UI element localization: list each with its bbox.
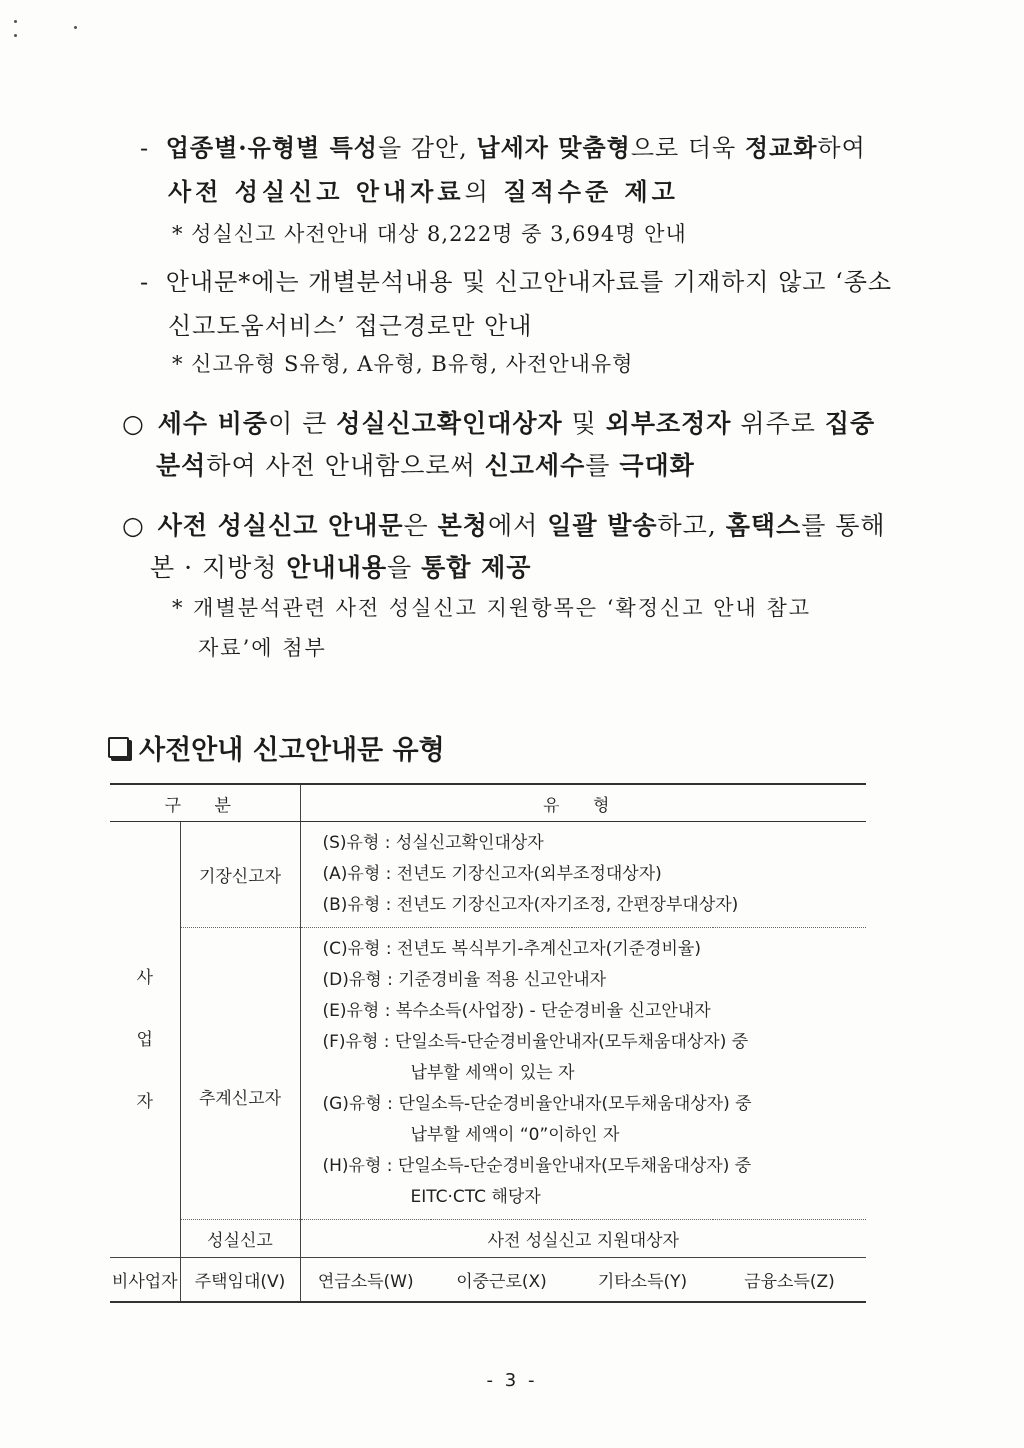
non-business-item: 기타소득(Y) [572, 1258, 713, 1302]
bookkeeping-label: 기장신고자 [180, 822, 300, 928]
header-category: 구 분 [110, 784, 300, 822]
non-business-item: 이중근로(X) [431, 1258, 572, 1302]
header-type: 유 형 [300, 784, 866, 822]
sincere-label: 성실신고 [180, 1220, 300, 1258]
non-business-item: 연금소득(W) [300, 1258, 431, 1302]
table-row-non-business [110, 1258, 866, 1302]
circle-bullet-2-line-1: ○ 사전 성실신고 안내문은 본청에서 일괄 발송하고, 홈택스를 통해 [122, 511, 886, 540]
non-business-label: 비사업자 [110, 1258, 180, 1302]
table-header-row [110, 784, 866, 822]
scan-mark [14, 34, 17, 37]
circle-bullet-2-line-2: 본 · 지방청 안내내용을 통합 제공 [150, 553, 532, 582]
dash-bullet-1-line-2: 사전 성실신고 안내자료의 질적수준 제고 [168, 177, 679, 206]
note-1: * 성실신고 사전안내 대상 8,222명 중 3,694명 안내 [172, 222, 687, 246]
dash-bullet-2-line-1: - 안내문*에는 개별분석내용 및 신고안내자료를 기재하지 않고 ‘종소 [140, 268, 893, 296]
note-3-line-1: * 개별분석관련 사전 성실신고 지원항목은 ‘확정신고 안내 참고 [172, 596, 812, 620]
table-row-estimated [110, 928, 866, 1220]
estimated-types: (C)유형 : 전년도 복식부기-추계신고자(기준경비율) (D)유형 : 기준경비율 적용 신고안내자 (E)유형 : 복수소득(사업장) - 단순경비율 신고안내자 (F)유형 : 단일소득-단순경비율안내자(모두채움대상자) 중 납부할 세액이 있는 자 (G)유형 : 단일소득-단순경비율안내자(모두채움대상자) 중 납부할 세액이 “0”이하인 자 (H)유형 : 단일소득-단순경비율안내자(모두채움대상자) 중 EITC·CTC 해당자 [300, 928, 866, 1220]
section-title: 사전안내 신고안내문 유형 [108, 728, 445, 767]
non-business-item: 주택임대(V) [180, 1258, 300, 1302]
scan-mark [74, 26, 77, 29]
bookkeeping-types: (S)유형 : 성실신고확인대상자 (A)유형 : 전년도 기장신고자(외부조정대상자) (B)유형 : 전년도 기장신고자(자기조정, 간편장부대상자) [322, 833, 739, 915]
notice-type-table [110, 783, 866, 1303]
circle-bullet-1-line-1: ○ 세수 비중이 큰 성실신고확인대상자 및 외부조정자 위주로 집중 [122, 409, 876, 438]
non-business-item: 금융소득(Z) [713, 1258, 866, 1302]
sincere-value: 사전 성실신고 지원대상자 [300, 1220, 866, 1258]
checkbox-icon [108, 737, 129, 758]
note-3-line-2: 자료’에 첨부 [198, 636, 327, 660]
circle-bullet-1-line-2: 분석하여 사전 안내함으로써 신고세수를 극대화 [156, 451, 695, 480]
scan-mark [14, 20, 17, 23]
table-row-sincere [110, 1220, 866, 1258]
note-2: * 신고유형 S유형, A유형, B유형, 사전안내유형 [172, 352, 634, 376]
estimated-label: 추계신고자 [180, 928, 300, 1220]
dash-bullet-2-line-2: 신고도움서비스’ 접근경로만 안내 [168, 312, 533, 340]
page-number: - 3 - [486, 1370, 538, 1391]
business-label: 사 업 자 [110, 822, 180, 1258]
table-row-bookkeeping [110, 822, 866, 928]
dash-bullet-1-line-1: - 업종별·유형별 특성을 감안, 납세자 맞춤형으로 더욱 정교화하여 [140, 133, 866, 162]
